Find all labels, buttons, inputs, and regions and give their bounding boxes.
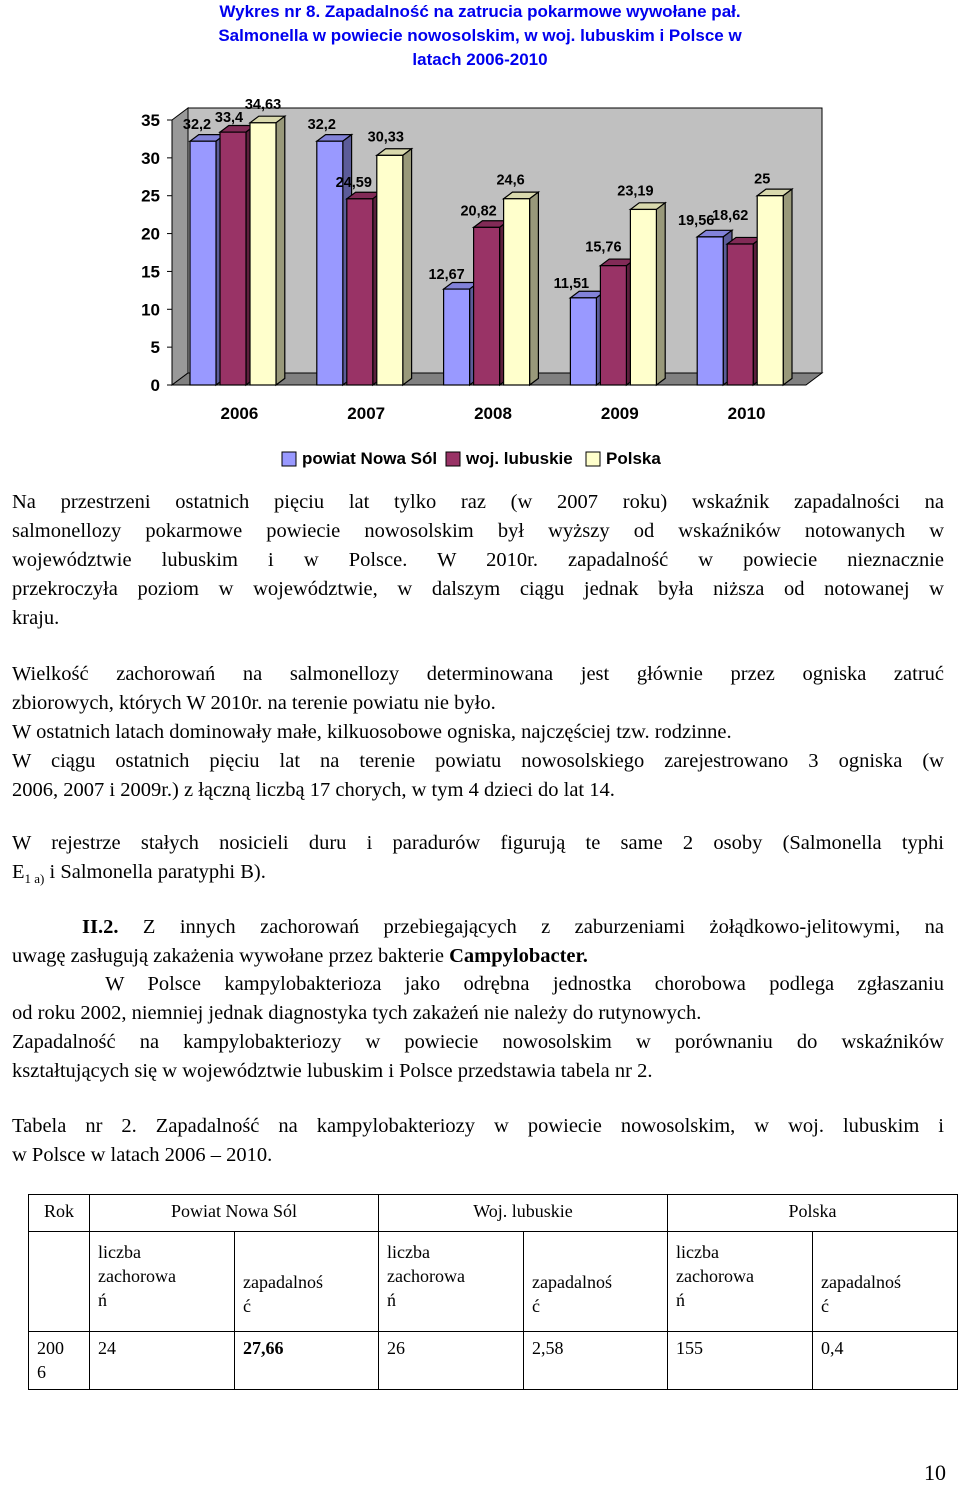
data-label: 24,59 [335, 174, 372, 191]
text-fragment: i Salmonella paratyphi B). [44, 861, 266, 883]
y-tick-label: 5 [150, 338, 160, 358]
text-line: zbiorowych, których W 2010r. na terenie powiatu nie było. [12, 692, 496, 714]
text-line: Wielkość zachorowań na salmonellozy determinowana jest głównie przez ogniska zatruć [12, 663, 944, 685]
table-subheader-count [668, 1232, 813, 1332]
text-line: zapadalnoś [821, 1272, 901, 1292]
text-line: ć [821, 1296, 830, 1316]
subscript: 1 a) [24, 871, 45, 887]
bar [504, 199, 530, 385]
bar [474, 227, 500, 385]
data-label: 34,63 [244, 96, 282, 113]
text-line: 200 [37, 1338, 64, 1358]
text-line: W ostatnich latach dominowały małe, kilkuosobowe ogniska, najczęściej tzw. rodzinne. [12, 721, 732, 743]
table-subheader-count [379, 1232, 524, 1332]
chart-title-line: latach 2006-2010 [412, 50, 548, 69]
y-tick-label: 0 [150, 376, 160, 395]
table-cell-year [29, 1332, 90, 1390]
x-tick-label: 2007 [347, 404, 386, 423]
text-line: w Polsce w latach 2006 – 2010. [12, 1144, 273, 1166]
table-cell: 155 [668, 1332, 813, 1390]
text-line: W ciągu ostatnich pięciu lat na terenie powiatu nowosolskiego zarejestrowano 3 ogniska (w [12, 750, 944, 772]
text-line: liczba [676, 1242, 719, 1262]
text-line: ń [387, 1290, 396, 1310]
chart-legend [276, 444, 688, 470]
data-label: 32,2 [307, 117, 336, 134]
text-fragment: Z innych zachorowań przebiegających z zaburzeniami żołądkowo-jelitowymi, na [118, 916, 944, 938]
text-line: Tabela nr 2. Zapadalność na kampylobakteriozy w powiecie nowosolskim, w woj. lubuskim i [12, 1115, 944, 1137]
chart-title-line: Salmonella w powiecie nowosolskim, w woj. lubuskim i Polsce w [218, 26, 742, 45]
page-number: 10 [924, 1460, 946, 1485]
legend-label: woj. lubuskie [466, 449, 573, 468]
table-row [29, 1332, 958, 1390]
data-label: 19,56 [678, 212, 715, 229]
text-line: salmonellozy pokarmowe powiecie nowosolskim był wyższy od wskaźników notowanych w [12, 520, 944, 542]
data-label: 32,2 [182, 117, 212, 134]
text-line: 6 [37, 1362, 46, 1382]
y-tick-label: 30 [141, 148, 160, 168]
bar [697, 237, 723, 385]
table-subheader-rate [524, 1232, 668, 1332]
data-label: 25 [754, 171, 771, 188]
bar-side-face [403, 149, 412, 385]
table-cell: 2,58 [524, 1332, 668, 1390]
text-line: kraju. [12, 607, 60, 629]
text-line: ń [676, 1290, 686, 1310]
bar-side-face [656, 203, 665, 385]
paragraph-outbreaks [12, 660, 944, 805]
table-cell-empty [29, 1232, 90, 1332]
x-axis-labels [220, 404, 765, 423]
text-fragment: E [12, 861, 25, 883]
data-label: 23,19 [617, 183, 654, 200]
text-line: zachorowa [98, 1266, 176, 1286]
text-line: zapadalnoś [243, 1272, 323, 1292]
bar [377, 155, 403, 385]
table-header-cell: Powiat Nowa Sól [90, 1195, 379, 1232]
y-tick-label: 25 [141, 186, 160, 206]
text-line: liczba [98, 1242, 141, 1262]
legend-label: Polska [606, 449, 661, 468]
y-tick-label: 35 [141, 111, 160, 130]
text-line: ć [532, 1296, 540, 1316]
bar [220, 132, 246, 385]
bar-side-face [276, 116, 285, 385]
bar-chart [0, 80, 960, 470]
section-heading: II.2. [82, 916, 119, 938]
chart-side-wall [172, 108, 188, 385]
paragraph-carriers [12, 829, 944, 893]
data-label: 15,76 [585, 239, 622, 256]
text-line: od roku 2002, niemniej jednak diagnostyka tych zakażeń nie należy do rutynowych. [12, 1002, 702, 1024]
text-line [12, 913, 944, 942]
table-cell: 0,4 [813, 1332, 958, 1390]
data-label: 12,67 [428, 267, 465, 284]
bar [347, 199, 373, 385]
table-header-row [29, 1195, 958, 1232]
x-tick-label: 2008 [474, 404, 512, 423]
table-header-cell: Rok [29, 1195, 90, 1232]
table-cell: 27,66 [235, 1332, 379, 1390]
table-header-cell: Woj. lubuskie [379, 1195, 668, 1232]
data-label: 30,33 [367, 129, 404, 146]
table-cell: 24 [90, 1332, 235, 1390]
x-tick-label: 2006 [220, 404, 259, 423]
text-line: liczba [387, 1242, 430, 1262]
table-subheader-count [90, 1232, 235, 1332]
text-line: kształtujących się w województwie lubuskim i Polsce przedstawia tabela nr 2. [12, 1060, 653, 1082]
text-line [12, 942, 944, 971]
bar-side-face [530, 192, 539, 385]
table-subheader-rate [235, 1232, 379, 1332]
bar [600, 266, 626, 385]
data-label: 18,62 [712, 208, 749, 225]
legend-swatch [446, 452, 460, 466]
y-tick-label: 10 [141, 300, 160, 320]
table-caption [12, 1112, 944, 1170]
text-line: zachorowa [387, 1266, 465, 1286]
bar-side-face [783, 189, 792, 385]
paragraph-campylobacter-intro [12, 913, 944, 971]
text-line [12, 858, 944, 893]
bar [757, 196, 783, 385]
table-subheader-rate [813, 1232, 958, 1332]
y-tick-label: 15 [141, 262, 160, 282]
y-tick-label: 20 [141, 224, 160, 244]
text-line: ć [243, 1296, 251, 1316]
bar [727, 244, 753, 385]
paragraph-salmonella-trend [12, 488, 944, 633]
text-line: Zapadalność na kampylobakteriozy w powiecie nowosolskim w porównaniu do wskaźników [12, 1031, 944, 1053]
campylobacter-table [28, 1194, 958, 1390]
x-tick-label: 2009 [600, 404, 639, 423]
bold-term: Campylobacter. [449, 945, 588, 967]
table-cell: 26 [379, 1332, 524, 1390]
text-line: W rejestrze stałych nosicieli duru i paradurów figurują te same 2 osoby (Salmonella typhi [12, 832, 944, 854]
text-fragment: uwagę zasługują zakażenia wywołane przez bakterie [12, 945, 450, 967]
text-line: przekroczyła poziom w województwie, w dalszym ciągu jednak była niższa od notowanej w [12, 578, 944, 600]
data-label: 24,6 [496, 172, 525, 189]
bar [630, 209, 656, 385]
text-line: województwie lubuskim i w Polsce. W 2010r. zapadalność w powiecie nieznacznie [12, 549, 944, 571]
legend-swatch [586, 452, 600, 466]
paragraph-campylobacter-poland [12, 970, 944, 1086]
bar [570, 298, 596, 385]
bar [250, 123, 276, 385]
x-tick-label: 2010 [727, 404, 766, 423]
legend-swatch [282, 452, 296, 466]
text-line: Na przestrzeni ostatnich pięciu lat tylko raz (w 2007 roku) wskaźnik zapadalności na [12, 491, 944, 513]
table-subheader-row [29, 1232, 958, 1332]
data-label: 11,51 [553, 275, 590, 292]
data-label: 20,82 [460, 203, 497, 220]
bar [190, 141, 216, 385]
text-line: ń [98, 1290, 107, 1310]
text-line: 2006, 2007 i 2009r.) z łączną liczbą 17 chorych, w tym 4 dzieci do lat 14. [12, 779, 615, 801]
text-line: W Polsce kampylobakterioza jako odrębna jednostka chorobowa podlega zgłaszaniu [12, 973, 944, 995]
chart-title [160, 0, 800, 72]
text-line: zachorowa [676, 1266, 754, 1286]
table-header-cell: Polska [668, 1195, 958, 1232]
legend-label: powiat Nowa Sól [302, 449, 438, 468]
data-label: 33,4 [214, 110, 244, 127]
chart-title-line: Wykres nr 8. Zapadalność na zatrucia pokarmowe wywołane pał. [219, 2, 741, 21]
text-line: zapadalnoś [532, 1272, 612, 1292]
bar [444, 289, 470, 385]
